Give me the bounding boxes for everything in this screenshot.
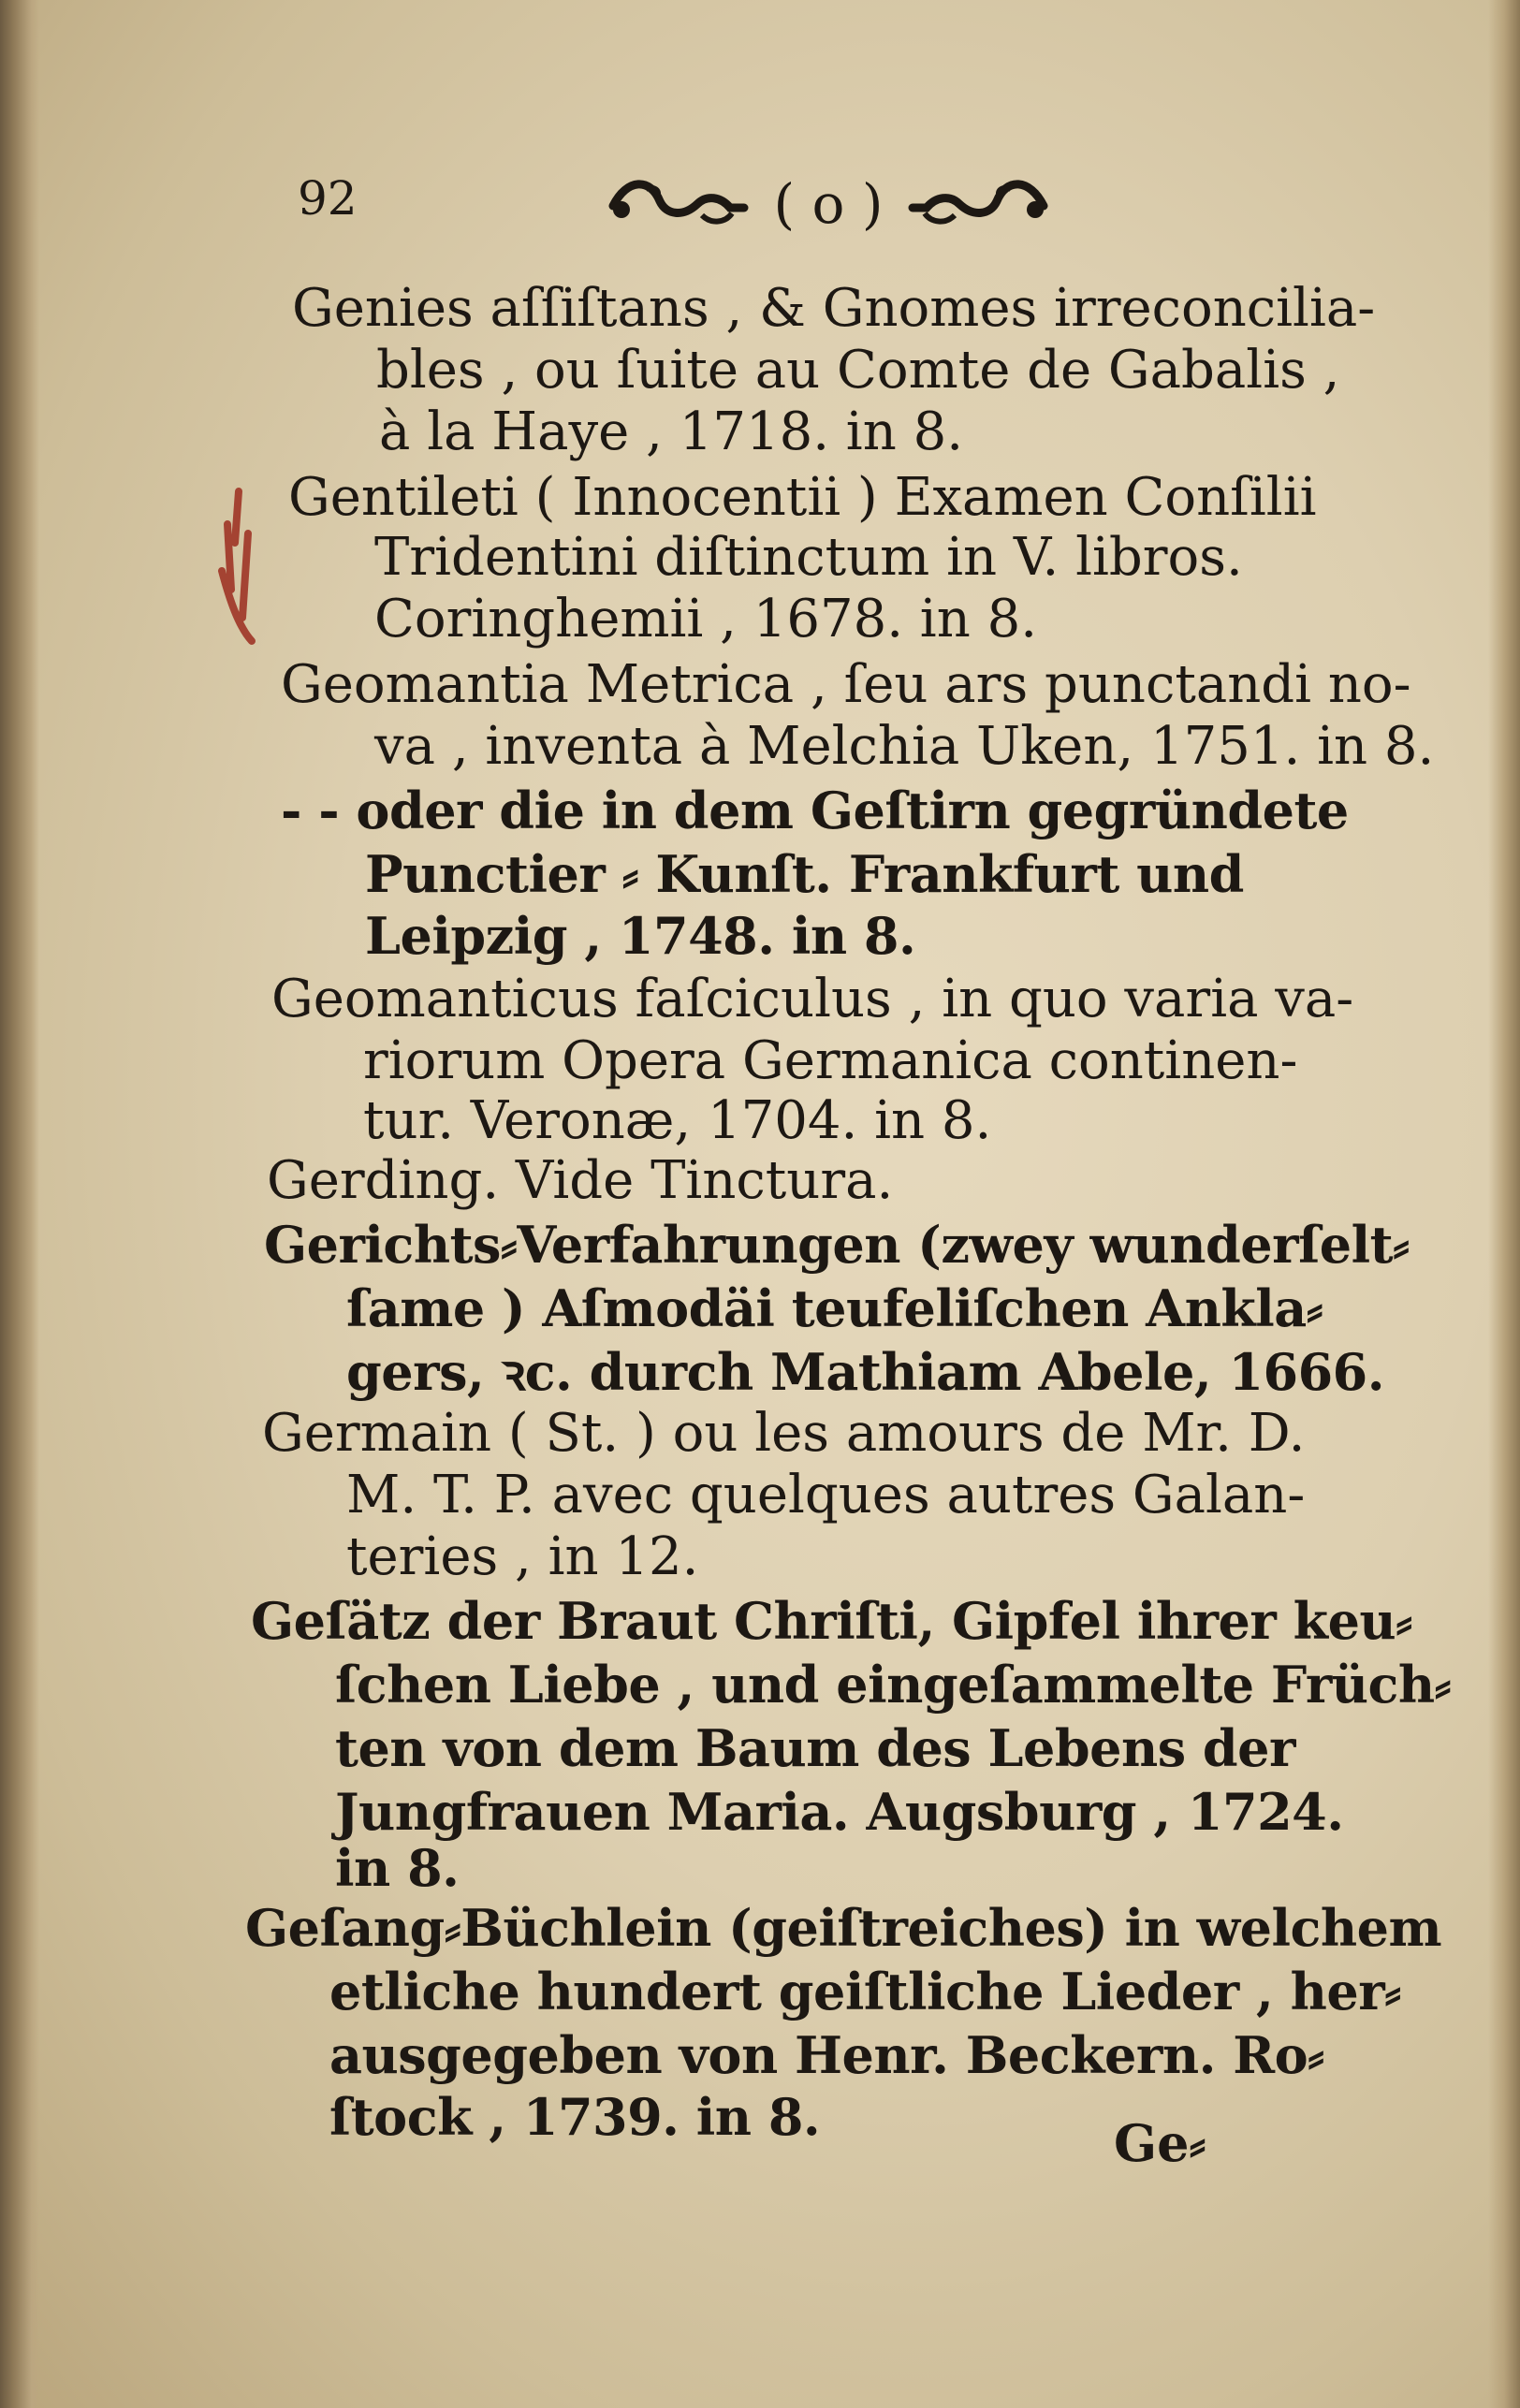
entry-line-27: Geſang⸗Büchlein (geiſtreiches) in welchem: [245, 1898, 1442, 1958]
page-edge-shadow: [1488, 0, 1520, 2408]
header-center-mark: ( o ): [773, 172, 884, 236]
entry-line-5: Tridentini diſtinctum in V. libros.: [374, 527, 1243, 588]
entry-line-11: Leipzig , 1748. in 8.: [365, 906, 916, 966]
entry-line-22: Geſätz der Braut Chriſti, Gipfel ihrer keu⸗: [251, 1591, 1412, 1651]
entry-line-15: Gerding. Vide Tinctura.: [267, 1150, 894, 1211]
entry-line-26: in 8.: [335, 1838, 460, 1898]
entry-line-13: riorum Opera Germanica continen-: [363, 1030, 1298, 1091]
entry-line-8: va , inventa à Melchia Uken, 1751. in 8.: [374, 716, 1435, 777]
page-spine-shadow: [0, 0, 39, 2408]
entry-line-9: - - oder die in dem Geſtirn gegründete: [281, 781, 1349, 840]
entry-line-14: tur. Veronæ, 1704. in 8.: [363, 1090, 992, 1151]
page-number: 92: [298, 171, 358, 226]
entry-line-12: Geomanticus faſciculus , in quo varia va-: [271, 969, 1354, 1029]
header-ornament: [608, 168, 1048, 243]
entry-line-18: gers, ꝛc. durch Mathiam Abele, 1666.: [346, 1342, 1385, 1402]
entry-line-16: Gerichts⸗Verfahrungen (zwey wunderſelt⸗: [264, 1215, 1410, 1275]
entry-line-10: Punctier ⸗ Kunſt. Frankfurt und: [365, 844, 1244, 904]
entry-line-20: M. T. P. avec quelques autres Galan-: [346, 1465, 1306, 1525]
entry-line-3: à la Haye , 1718. in 8.: [379, 401, 964, 462]
entry-line-17: ſame ) Aſmodäi teufeliſchen Ankla⸗: [346, 1278, 1323, 1338]
entry-line-1: Genies aſſiſtans , & Gnomes irreconcilia-: [292, 278, 1376, 339]
left-flourish-icon: [608, 168, 749, 234]
entry-line-23: ſchen Liebe , und eingeſammelte Früch⸗: [335, 1655, 1452, 1715]
entry-line-25: Jungfrauen Maria. Augsburg , 1724.: [335, 1782, 1344, 1842]
entry-line-30: ſtock , 1739. in 8.: [329, 2087, 821, 2147]
catchword: Ge⸗: [1114, 2113, 1206, 2173]
entry-line-4: Gentileti ( Innocentii ) Examen Conſilii: [288, 467, 1317, 528]
red-ink-mark: [211, 487, 267, 646]
entry-line-2: bles , ou ſuite au Comte de Gabalis ,: [376, 340, 1340, 401]
right-flourish-icon: [908, 168, 1048, 234]
entry-line-21: teries , in 12.: [346, 1526, 699, 1587]
entry-line-7: Geomantia Metrica , ſeu ars punctandi no-: [281, 654, 1411, 715]
entry-line-6: Coringhemii , 1678. in 8.: [374, 589, 1038, 649]
entry-line-29: ausgegeben von Henr. Beckern. Ro⸗: [329, 2025, 1324, 2085]
entry-line-19: Germain ( St. ) ou les amours de Mr. D.: [262, 1403, 1306, 1464]
entry-line-24: ten von dem Baum des Lebens der: [335, 1718, 1295, 1778]
entry-line-28: etliche hundert geiſtliche Lieder , her⸗: [329, 1962, 1401, 2021]
